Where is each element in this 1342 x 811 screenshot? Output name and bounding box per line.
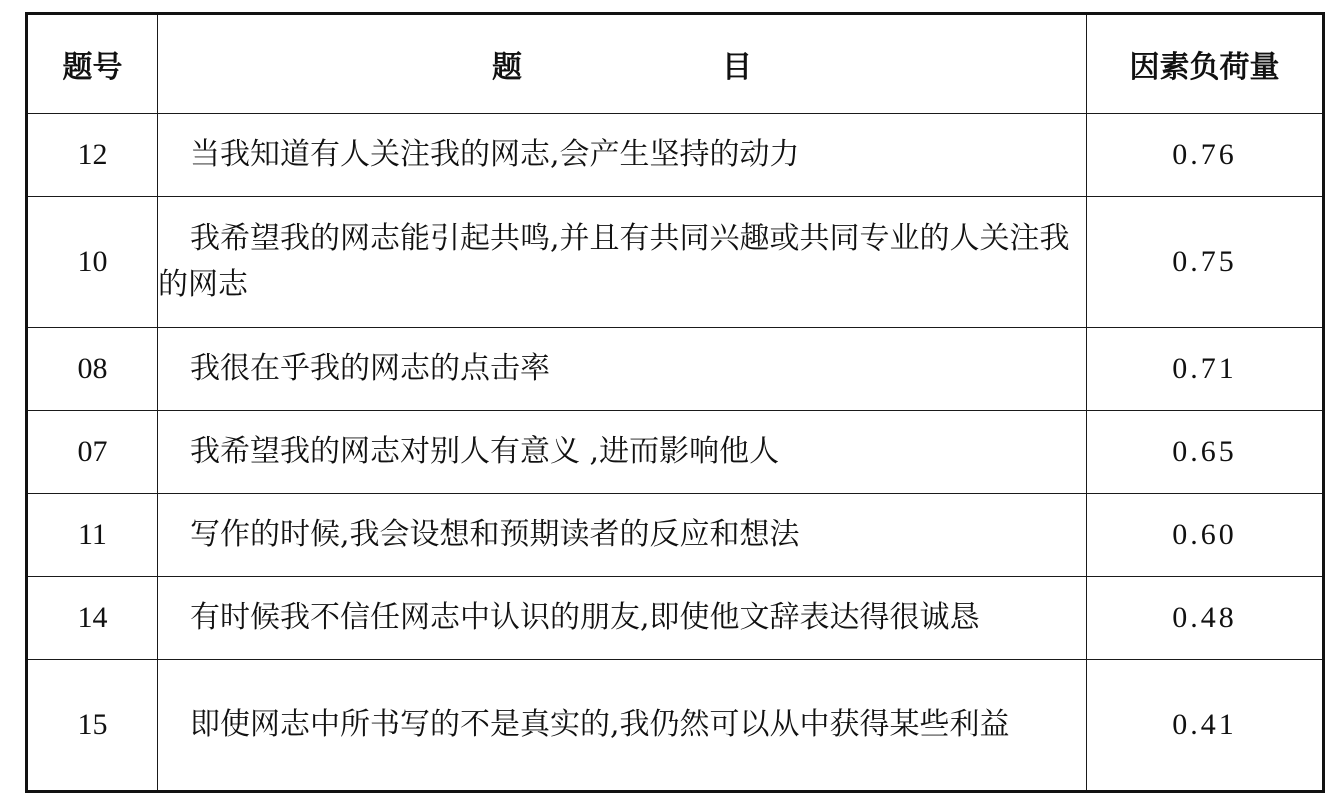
factor-loading-value: 0.71: [1087, 328, 1324, 411]
table-row: [27, 197, 1324, 328]
header-factor-loading: 因素负荷量: [1087, 14, 1324, 114]
item-number: 10: [27, 197, 158, 328]
item-text: 我希望我的网志对别人有意义 ,进而影响他人: [158, 411, 1087, 494]
factor-loading-table: [25, 12, 1325, 793]
item-text: 写作的时候,我会设想和预期读者的反应和想法: [158, 494, 1087, 577]
factor-loading-value: 0.48: [1087, 577, 1324, 660]
header-item-text: [158, 14, 1087, 114]
item-number: 15: [27, 660, 158, 792]
header-item-text-part1: 题: [492, 50, 522, 85]
table-row: [27, 577, 1324, 660]
table-row: [27, 660, 1324, 792]
factor-loading-value: 0.60: [1087, 494, 1324, 577]
item-text: 即使网志中所书写的不是真实的,我仍然可以从中获得某些利益: [158, 660, 1087, 792]
item-number: 07: [27, 411, 158, 494]
item-number: 08: [27, 328, 158, 411]
factor-loading-value: 0.65: [1087, 411, 1324, 494]
table-row: [27, 411, 1324, 494]
header-item-number: 题号: [27, 14, 158, 114]
item-number: 12: [27, 114, 158, 197]
item-text: 我很在乎我的网志的点击率: [158, 328, 1087, 411]
table-header-row: [27, 14, 1324, 114]
table-row: [27, 328, 1324, 411]
item-text: 我希望我的网志能引起共鸣,并且有共同兴趣或共同专业的人关注我的网志: [158, 197, 1087, 328]
factor-loading-value: 0.75: [1087, 197, 1324, 328]
table-row: [27, 114, 1324, 197]
item-text: 当我知道有人关注我的网志,会产生坚持的动力: [158, 114, 1087, 197]
header-item-text-part2: 目: [722, 50, 752, 85]
item-text: 有时候我不信任网志中认识的朋友,即使他文辞表达得很诚恳: [158, 577, 1087, 660]
table-row: [27, 494, 1324, 577]
factor-loading-value: 0.41: [1087, 660, 1324, 792]
item-number: 14: [27, 577, 158, 660]
factor-loading-value: 0.76: [1087, 114, 1324, 197]
item-number: 11: [27, 494, 158, 577]
